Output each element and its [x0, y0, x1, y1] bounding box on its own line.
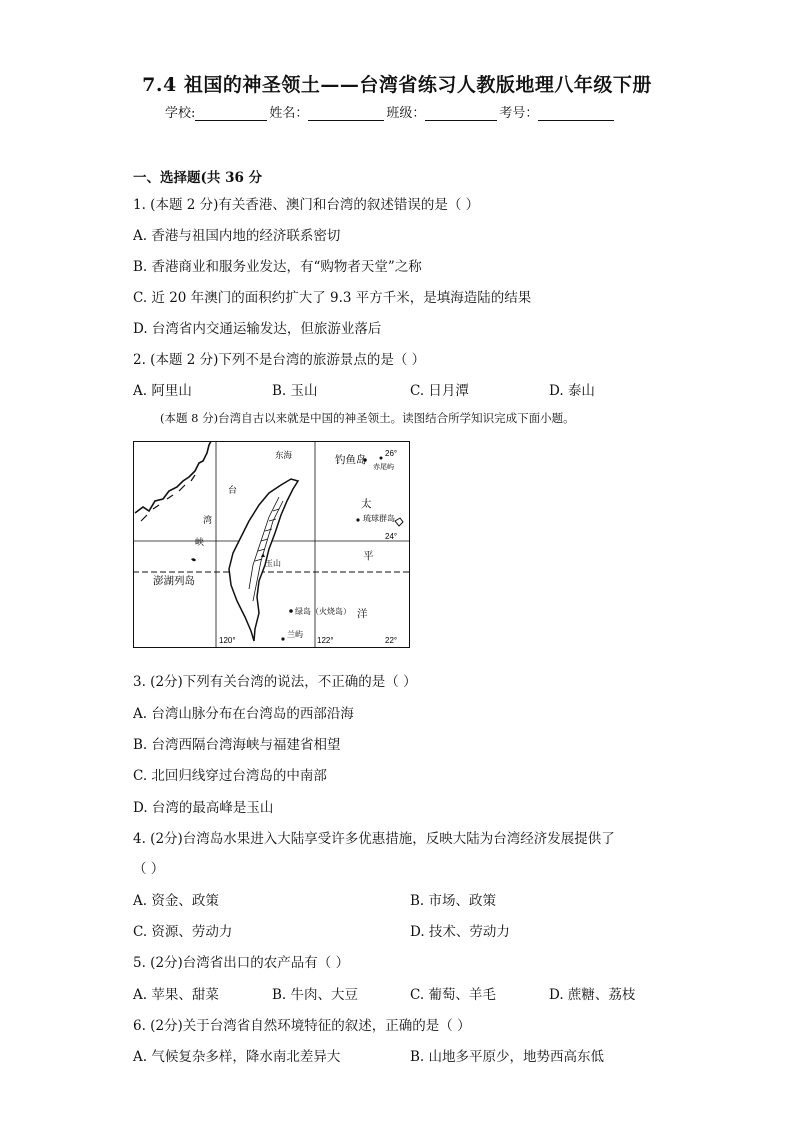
number-blank[interactable] [538, 106, 614, 121]
q3-stem: 3. (2分)下列有关台湾的说法，不正确的是（ ） [133, 674, 417, 690]
strait-label-1: 台 [228, 485, 238, 495]
school-blank[interactable] [195, 106, 267, 121]
q1-option-a[interactable]: A. 香港与祖国内地的经济联系密切 [133, 228, 341, 244]
q5-option-c[interactable]: C. 葡萄、羊毛 [410, 987, 496, 1003]
lon-120-label: 120° [219, 636, 236, 645]
class-blank[interactable] [425, 106, 497, 121]
q1-option-b[interactable]: B. 香港商业和服务业发达，有“购物者天堂”之称 [133, 259, 422, 275]
q6-option-a[interactable]: A. 气候复杂多样，降水南北差异大 [133, 1049, 341, 1065]
lanyu-island-mark [281, 637, 284, 640]
q2-option-b[interactable]: B. 玉山 [272, 383, 318, 399]
lat-22-label: 22° [385, 636, 398, 645]
q4-option-d[interactable]: D. 技术、劳动力 [410, 924, 510, 940]
q6-option-b[interactable]: B. 山地多平原少，地势西高东低 [410, 1049, 605, 1065]
pacific-label-ping: 平 [363, 550, 374, 562]
ryukyu-label: 琉球群岛 [363, 514, 395, 523]
strait-label-2: 湾 [203, 515, 213, 525]
diaoyu-label: 钓鱼岛 [335, 454, 367, 466]
q2-option-d[interactable]: D. 泰山 [549, 383, 595, 399]
strait-label-3: 峡 [195, 537, 205, 547]
lat-24-label: 24° [385, 532, 398, 541]
q2-option-a[interactable]: A. 阿里山 [133, 383, 192, 399]
pacific-label-tai: 太 [361, 498, 372, 510]
q3-option-c[interactable]: C. 北回归线穿过台湾岛的中南部 [133, 768, 327, 784]
lon-122-label: 122° [317, 636, 334, 645]
lvdao-island-mark [289, 609, 293, 613]
yushan-label: 玉山 [265, 559, 281, 568]
q5-stem: 5. (2分)台湾省出口的农产品有（ ） [133, 955, 350, 971]
class-label: 班级： [386, 106, 426, 121]
name-label: 姓名： [269, 106, 309, 121]
school-label: 学校: [165, 106, 196, 121]
lvdao-label: 绿岛（火烧岛） [295, 607, 351, 616]
q3-option-a[interactable]: A. 台湾山脉分布在台湾岛的西部沿海 [133, 706, 354, 722]
page-title: 7.4 祖国的神圣领土——台湾省练习人教版地理八年级下册 [142, 74, 652, 96]
q3-option-d[interactable]: D. 台湾的最高峰是玉山 [133, 800, 274, 816]
chiwei-label: 赤尾屿 [373, 464, 394, 471]
q5-option-d[interactable]: D. 蔗糖、荔枝 [549, 987, 636, 1003]
q2-option-c[interactable]: C. 日月潭 [410, 383, 469, 399]
lanyu-label: 兰屿 [287, 630, 303, 639]
ryukyu-islands-mark [356, 518, 359, 521]
q4-stem-blank: （ ） [133, 861, 165, 877]
q4-stem: 4. (2分)台湾岛水果进入大陆享受许多优惠措施，反映大陆为台湾经济发展提供了 [133, 831, 615, 847]
map-intro-text: (本题 8 分)台湾自古以来就是中国的神圣领土。读图结合所学知识完成下面小题。 [160, 411, 575, 425]
q2-stem: 2. (本题 2 分)下列不是台湾的旅游景点的是（ ） [133, 352, 426, 368]
q3-option-b[interactable]: B. 台湾西隔台湾海峡与福建省相望 [133, 737, 341, 753]
name-blank[interactable] [308, 106, 384, 121]
student-info-line [165, 102, 616, 121]
q1-option-c[interactable]: C. 近 20 年澳门的面积约扩大了 9.3 平方千米，是填海造陆的结果 [133, 290, 532, 306]
number-label: 考号： [499, 106, 539, 121]
q1-stem: 1. (本题 2 分)有关香港、澳门和台湾的叙述错误的是（ ） [133, 197, 480, 213]
penghu-label: 澎湖列岛 [153, 575, 195, 587]
lat-26-label: 26° [385, 449, 398, 458]
q4-option-a[interactable]: A. 资金、政策 [133, 893, 219, 909]
section-heading: 一、选择题(共 36 分 [133, 170, 263, 186]
pacific-label-yang: 洋 [357, 608, 368, 620]
map-frame [134, 442, 410, 648]
q5-option-a[interactable]: A. 苹果、甜菜 [133, 987, 219, 1003]
q6-stem: 6. (2分)关于台湾省自然环境特征的叙述，正确的是（ ） [133, 1018, 471, 1034]
q5-option-b[interactable]: B. 牛肉、大豆 [272, 987, 359, 1003]
q4-option-b[interactable]: B. 市场、政策 [410, 893, 497, 909]
taiwan-map [133, 441, 410, 648]
chiwei-island-mark [380, 457, 383, 460]
q4-option-c[interactable]: C. 资源、劳动力 [133, 924, 233, 940]
east-sea-label: 东海 [275, 450, 293, 460]
q1-option-d[interactable]: D. 台湾省内交通运输发达，但旅游业落后 [133, 321, 382, 337]
